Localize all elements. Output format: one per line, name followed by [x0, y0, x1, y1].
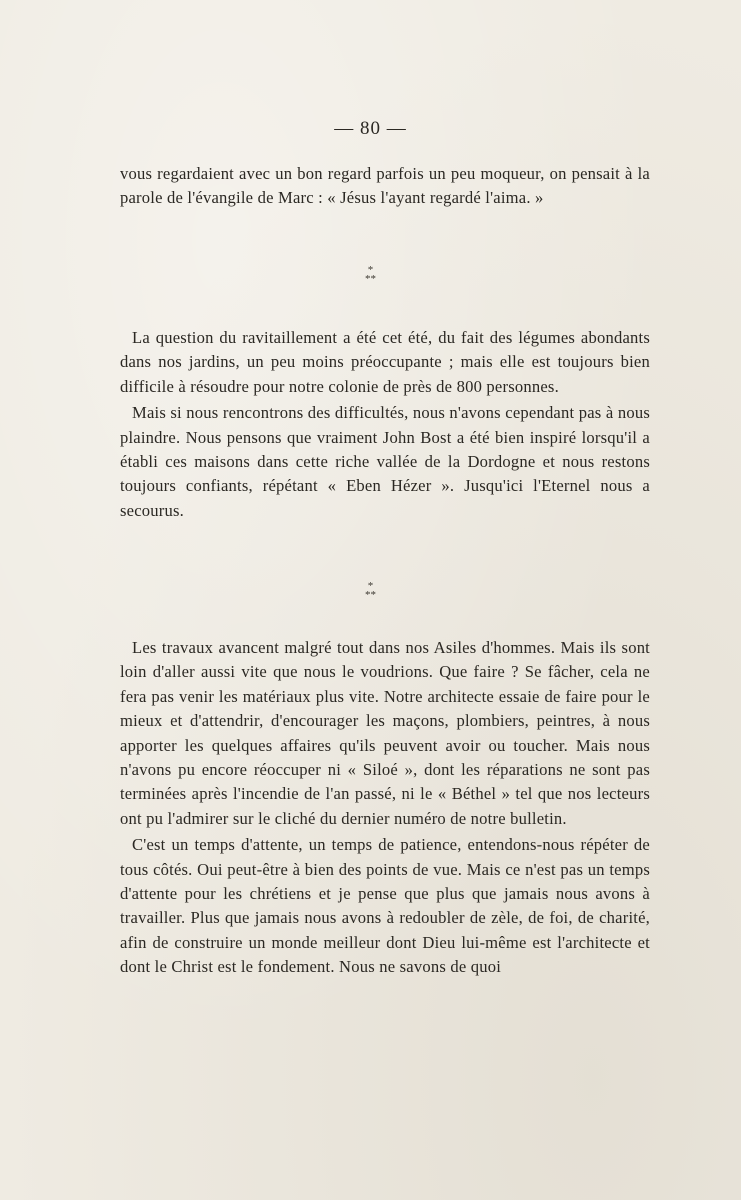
asterism-bottom: **: [365, 589, 376, 601]
text-block-intro: [120, 162, 650, 211]
paragraph: Les travaux avancent malgré tout dans nos Asiles d'hommes. Mais ils sont loin d'aller aussi vite que nous le voudrions. Que faire ? Se fâcher, cela ne fera pas venir les matériaux plus vite. Notre architecte essaie de faire pour le mieux et d'attendrir, d'encourager les maçons, plombiers, peintres, à nous apporter les quelques affaires qu'ils peuvent avoir ou toucher. Mais nous n'avons pu encore réoccuper ni « Siloé », dont les réparations ne sont pas terminées après l'incendie de l'an passé, ni le « Béthel » tel que nos lecteurs ont pu l'admirer sur le cliché du dernier numéro de notre bulletin.: [120, 638, 650, 828]
text-block-travaux: [120, 636, 650, 980]
text-block-ravitaillement: [120, 326, 650, 523]
paragraph: C'est un temps d'attente, un temps de patience, entendons-nous répéter de tous côtés. Oui peut-être à bien des points de vue. Mais ce n'est pas un temps d'attente pour les chrétiens et je pense que plus que jamais nous avons à travailler. Plus que jamais nous avons à redoubler de zèle, de foi, de charité, afin de construire un monde meilleur dont Dieu lui-même est l'architecte et dont le Christ est le fondement. Nous ne savons de quoi: [120, 835, 650, 977]
paragraph: vous regardaient avec un bon regard parfois un peu moqueur, on pensait à la parole de l'évangile de Marc : « Jésus l'ayant regardé l'aima. »: [120, 164, 650, 208]
section-separator: [0, 582, 741, 600]
paragraph: La question du ravitaillement a été cet été, du fait des légumes abondants dans nos jardins, un peu moins préoccupante ; mais elle est toujours bien difficile à résoudre pour notre colonie de près de 800 personnes.: [120, 328, 650, 396]
asterism-top: *: [367, 580, 374, 592]
section-separator: [0, 266, 741, 284]
page-number: — 80 —: [334, 118, 407, 139]
paragraph: Mais si nous rencontrons des difficultés, nous n'avons cependant pas à nous plaindre. Nous pensons que vraiment John Bost a été bien inspiré lorsqu'il a établi ces maisons dans cette riche vallée de la Dordogne et nous restons toujours confiants, répétant « Eben Hézer ». Jusqu'ici l'Eternel nous a secourus.: [120, 403, 650, 520]
asterism-top: *: [367, 264, 374, 276]
asterism-bottom: **: [365, 273, 376, 285]
